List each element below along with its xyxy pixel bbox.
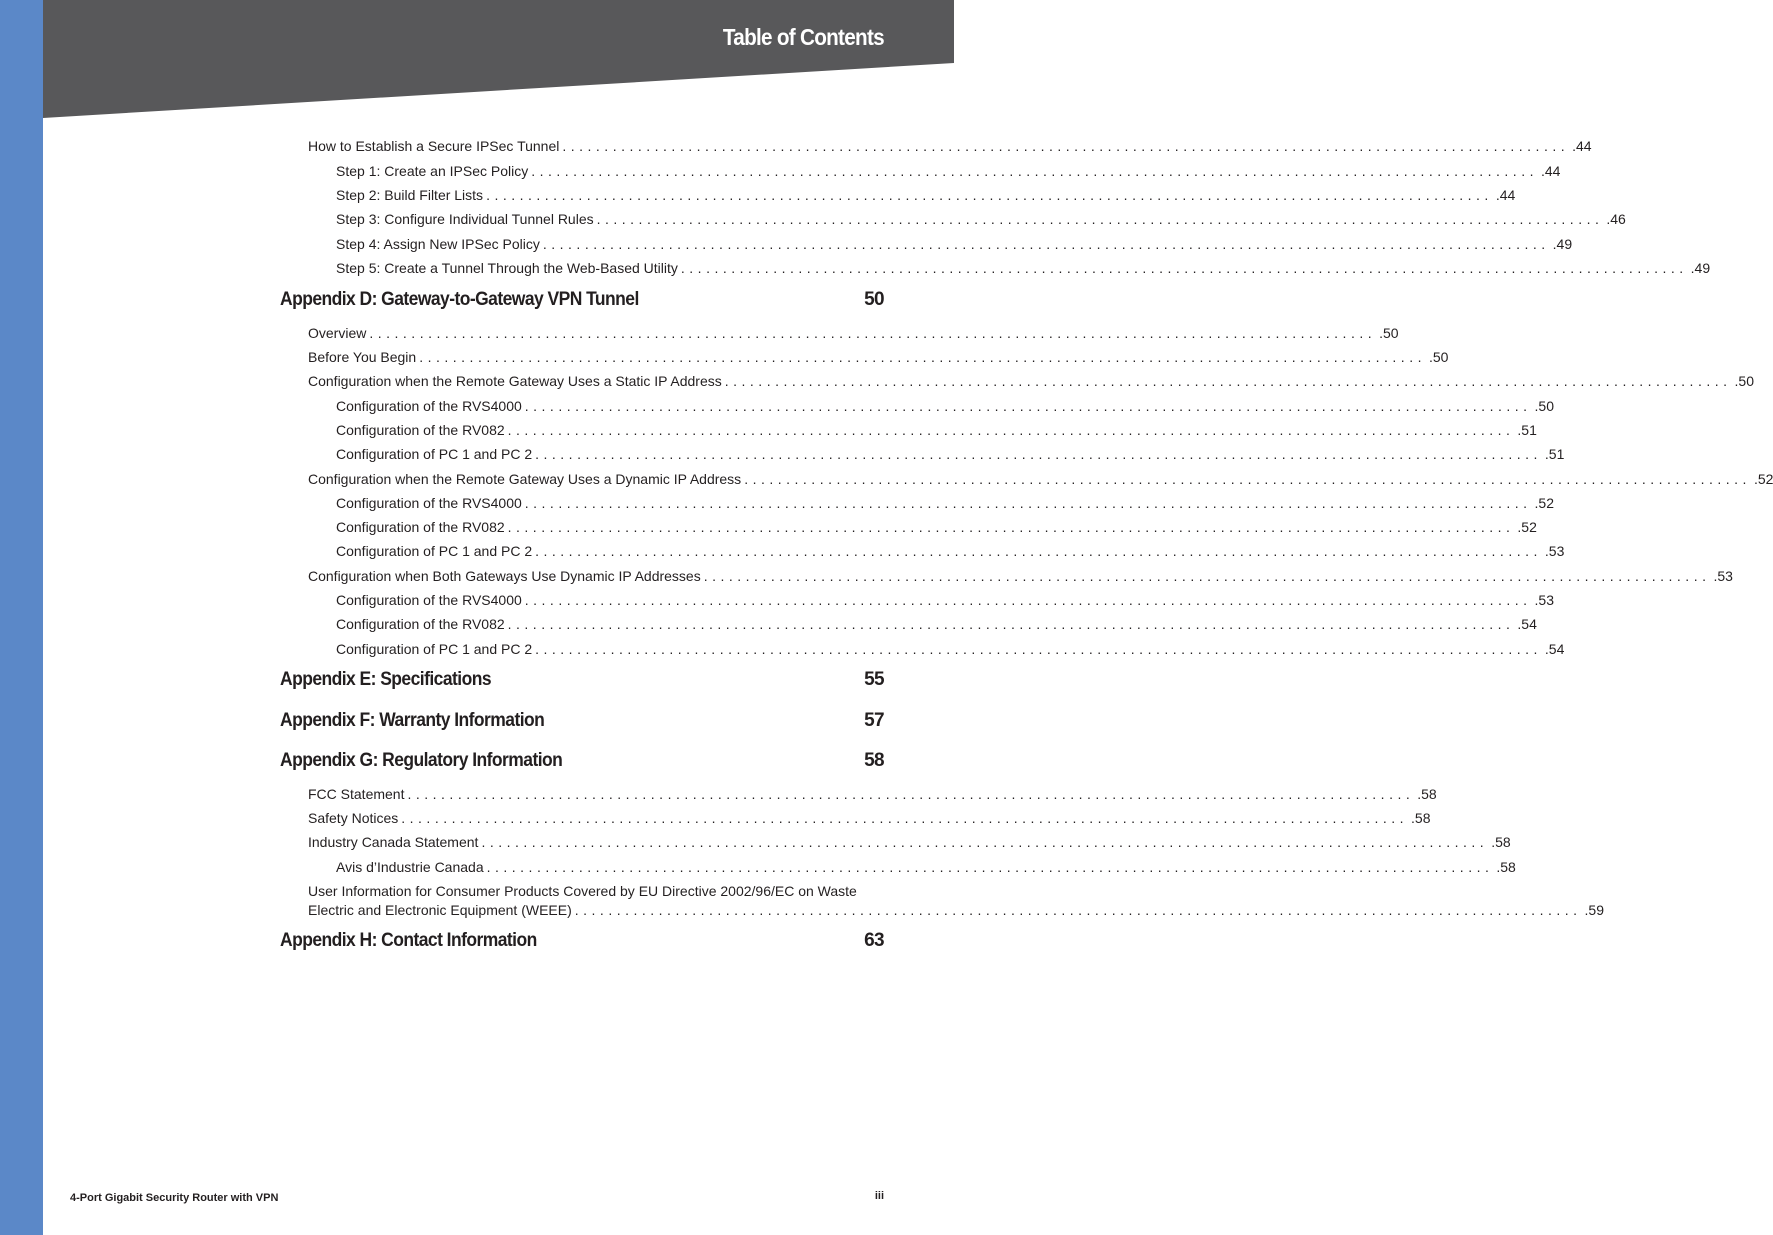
dot-leader: ........................................................................................................................ [524,495,1532,511]
toc-entry[interactable] [280,348,1449,366]
toc-entry-text: Configuration of PC 1 and PC 2 [336,446,533,462]
appendix-heading[interactable] [280,710,884,732]
toc-subentry[interactable] [280,162,1561,180]
dot-leader: ........................................................................................................................ [542,236,1550,252]
toc-entry-text: How to Establish a Secure IPSec Tunnel [308,138,560,154]
appendix-title: Appendix G: Regulatory Information [280,750,563,771]
toc-entry[interactable] [280,470,1773,488]
side-color-bar [0,0,43,1235]
toc-page-number: .58 [1491,834,1511,850]
appendix-page-number: 58 [864,750,884,771]
toc-page-number: .44 [1495,187,1516,203]
toc-entry-text: Step 4: Assign New IPSec Policy [336,236,540,252]
toc-entry[interactable] [280,324,1399,342]
toc-page-number: .53 [1713,568,1733,584]
toc-page-number: .51 [1544,446,1565,462]
appendix-title: Appendix F: Warranty Information [280,710,545,731]
toc-entry[interactable] [280,901,1604,919]
toc-entry[interactable] [280,785,1437,803]
toc-entry-text: Configuration of the RV082 [336,422,505,438]
toc-subentry[interactable] [280,445,1565,463]
appendix-page-number: 57 [864,710,884,731]
toc-entry-text: FCC Statement [308,786,405,802]
dot-leader: ........................................................................................................................ [524,398,1532,414]
toc-subentry[interactable] [280,858,1516,876]
toc-page-number: .49 [1690,260,1711,276]
appendix-heading[interactable] [280,669,884,691]
dot-leader: ........................................................................................................................ [507,422,1515,438]
dot-leader: ........................................................................................................................ [486,859,1494,875]
toc-page-number: .52 [1534,495,1554,511]
dot-leader: ........................................................................................................................ [562,138,1570,154]
toc-entry-text: Configuration when Both Gateways Use Dynamic IP Addresses [308,568,701,584]
toc-entry-text: Configuration of the RVS4000 [336,398,522,414]
toc-entry-text: Configuration when the Remote Gateway Uses a Dynamic IP Address [308,471,742,487]
dot-leader: ........................................................................................................................ [481,834,1489,850]
dot-leader: ........................................................................................................................ [531,163,1538,179]
toc-entry[interactable] [280,833,1511,851]
toc-entry-text: Configuration when the Remote Gateway Uses a Static IP Address [308,373,722,389]
toc-subentry[interactable] [280,210,1626,228]
appendix-heading[interactable] [280,289,884,311]
toc-entry-text: Step 2: Build Filter Lists [336,187,484,203]
toc-entry-text: Step 3: Configure Individual Tunnel Rules [336,211,594,227]
toc-entry-text: Safety Notices [308,810,399,826]
dot-leader: ........................................................................................................................ [419,349,1426,365]
dot-leader: ........................................................................................................................ [535,446,1542,462]
toc-entry-text: Configuration of the RVS4000 [336,495,522,511]
toc-entry-text: Electric and Electronic Equipment (WEEE) [308,902,572,918]
dot-leader: ........................................................................................................................ [507,616,1515,632]
dot-leader: ........................................................................................................................ [507,519,1515,535]
appendix-title: Appendix H: Contact Information [280,930,537,951]
toc-page-number: .59 [1584,902,1604,918]
toc-page-number: .50 [1379,325,1399,341]
toc-entry-text: Step 1: Create an IPSec Policy [336,163,529,179]
header-band [43,0,954,120]
dot-leader: ........................................................................................................................ [703,568,1711,584]
toc-page-number: .54 [1544,641,1565,657]
appendix-title: Appendix D: Gateway-to-Gateway VPN Tunnel [280,289,639,310]
toc-subentry[interactable] [280,186,1516,204]
toc-page-number: .46 [1606,211,1626,227]
toc-entry-text: Configuration of the RV082 [336,519,505,535]
toc-subentry[interactable] [280,259,1711,277]
toc-page-number: .53 [1534,592,1554,608]
dot-leader: ........................................................................................................................ [486,187,1493,203]
footer-product-name: 4-Port Gigabit Security Router with VPN [70,1192,279,1204]
appendix-title: Appendix E: Specifications [280,669,491,690]
toc-entry-text[interactable]: User Information for Consumer Products Covered by EU Directive 2002/96/EC on Waste [308,883,857,899]
dot-leader: ........................................................................................................................ [535,543,1542,559]
dot-leader: ........................................................................................................................ [680,260,1688,276]
toc-entry-text: Step 5: Create a Tunnel Through the Web-Based Utility [336,260,678,276]
toc-entry-text: Before You Begin [308,349,417,365]
page-title: Table of Contents [722,24,884,50]
toc-page-number: .52 [1753,471,1773,487]
toc-page-number: .58 [1417,786,1437,802]
toc-entry[interactable] [280,372,1754,390]
dot-leader: ........................................................................................................................ [724,373,1732,389]
dot-leader: ........................................................................................................................ [574,902,1582,918]
toc-page-number: .58 [1411,810,1431,826]
toc-page-number: .49 [1552,236,1573,252]
toc-entry[interactable] [280,137,1592,155]
dot-leader: ........................................................................................................................ [596,211,1604,227]
toc-entry-text: Overview [308,325,367,341]
toc-subentry[interactable] [280,640,1565,658]
toc-entry-text: Industry Canada Statement [308,834,479,850]
toc-page-number: .53 [1544,543,1565,559]
toc-page-number: .44 [1540,163,1561,179]
footer-page-number: iii [874,1190,884,1202]
toc-page-number: .52 [1517,519,1537,535]
toc-page-number: .50 [1734,373,1754,389]
toc-subentry[interactable] [280,494,1554,512]
toc-entry[interactable] [280,567,1733,585]
toc-entry-text: Configuration of the RV082 [336,616,505,632]
dot-leader: ........................................................................................................................ [744,471,1751,487]
toc-subentry[interactable] [280,591,1554,609]
appendix-page-number: 55 [864,669,884,690]
dot-leader: ........................................................................................................................ [401,810,1409,826]
toc-entry-text: Avis d’Industrie Canada [336,859,484,875]
toc-subentry[interactable] [280,235,1573,253]
appendix-page-number: 50 [864,289,884,310]
toc-entry-text: Configuration of PC 1 and PC 2 [336,641,533,657]
toc-entry[interactable] [280,809,1431,827]
toc-entry-text: Configuration of the RVS4000 [336,592,522,608]
toc-subentry[interactable] [280,518,1537,536]
toc-page-number: .50 [1428,349,1449,365]
toc-page-number: .51 [1517,422,1537,438]
toc-page-number: .54 [1517,616,1537,632]
toc-subentry[interactable] [280,542,1565,560]
toc-subentry[interactable] [280,615,1537,633]
toc-entry-text: Configuration of PC 1 and PC 2 [336,543,533,559]
toc-page-number: .58 [1496,859,1516,875]
dot-leader: ........................................................................................................................ [369,325,1377,341]
dot-leader: ........................................................................................................................ [535,641,1542,657]
appendix-heading[interactable] [280,930,884,952]
toc-subentry[interactable] [280,421,1537,439]
toc-page-number: .44 [1572,138,1592,154]
dot-leader: ........................................................................................................................ [407,786,1415,802]
appendix-page-number: 63 [864,930,884,951]
appendix-heading[interactable] [280,750,884,772]
dot-leader: ........................................................................................................................ [524,592,1532,608]
toc-subentry[interactable] [280,397,1554,415]
toc-page-number: .50 [1534,398,1554,414]
